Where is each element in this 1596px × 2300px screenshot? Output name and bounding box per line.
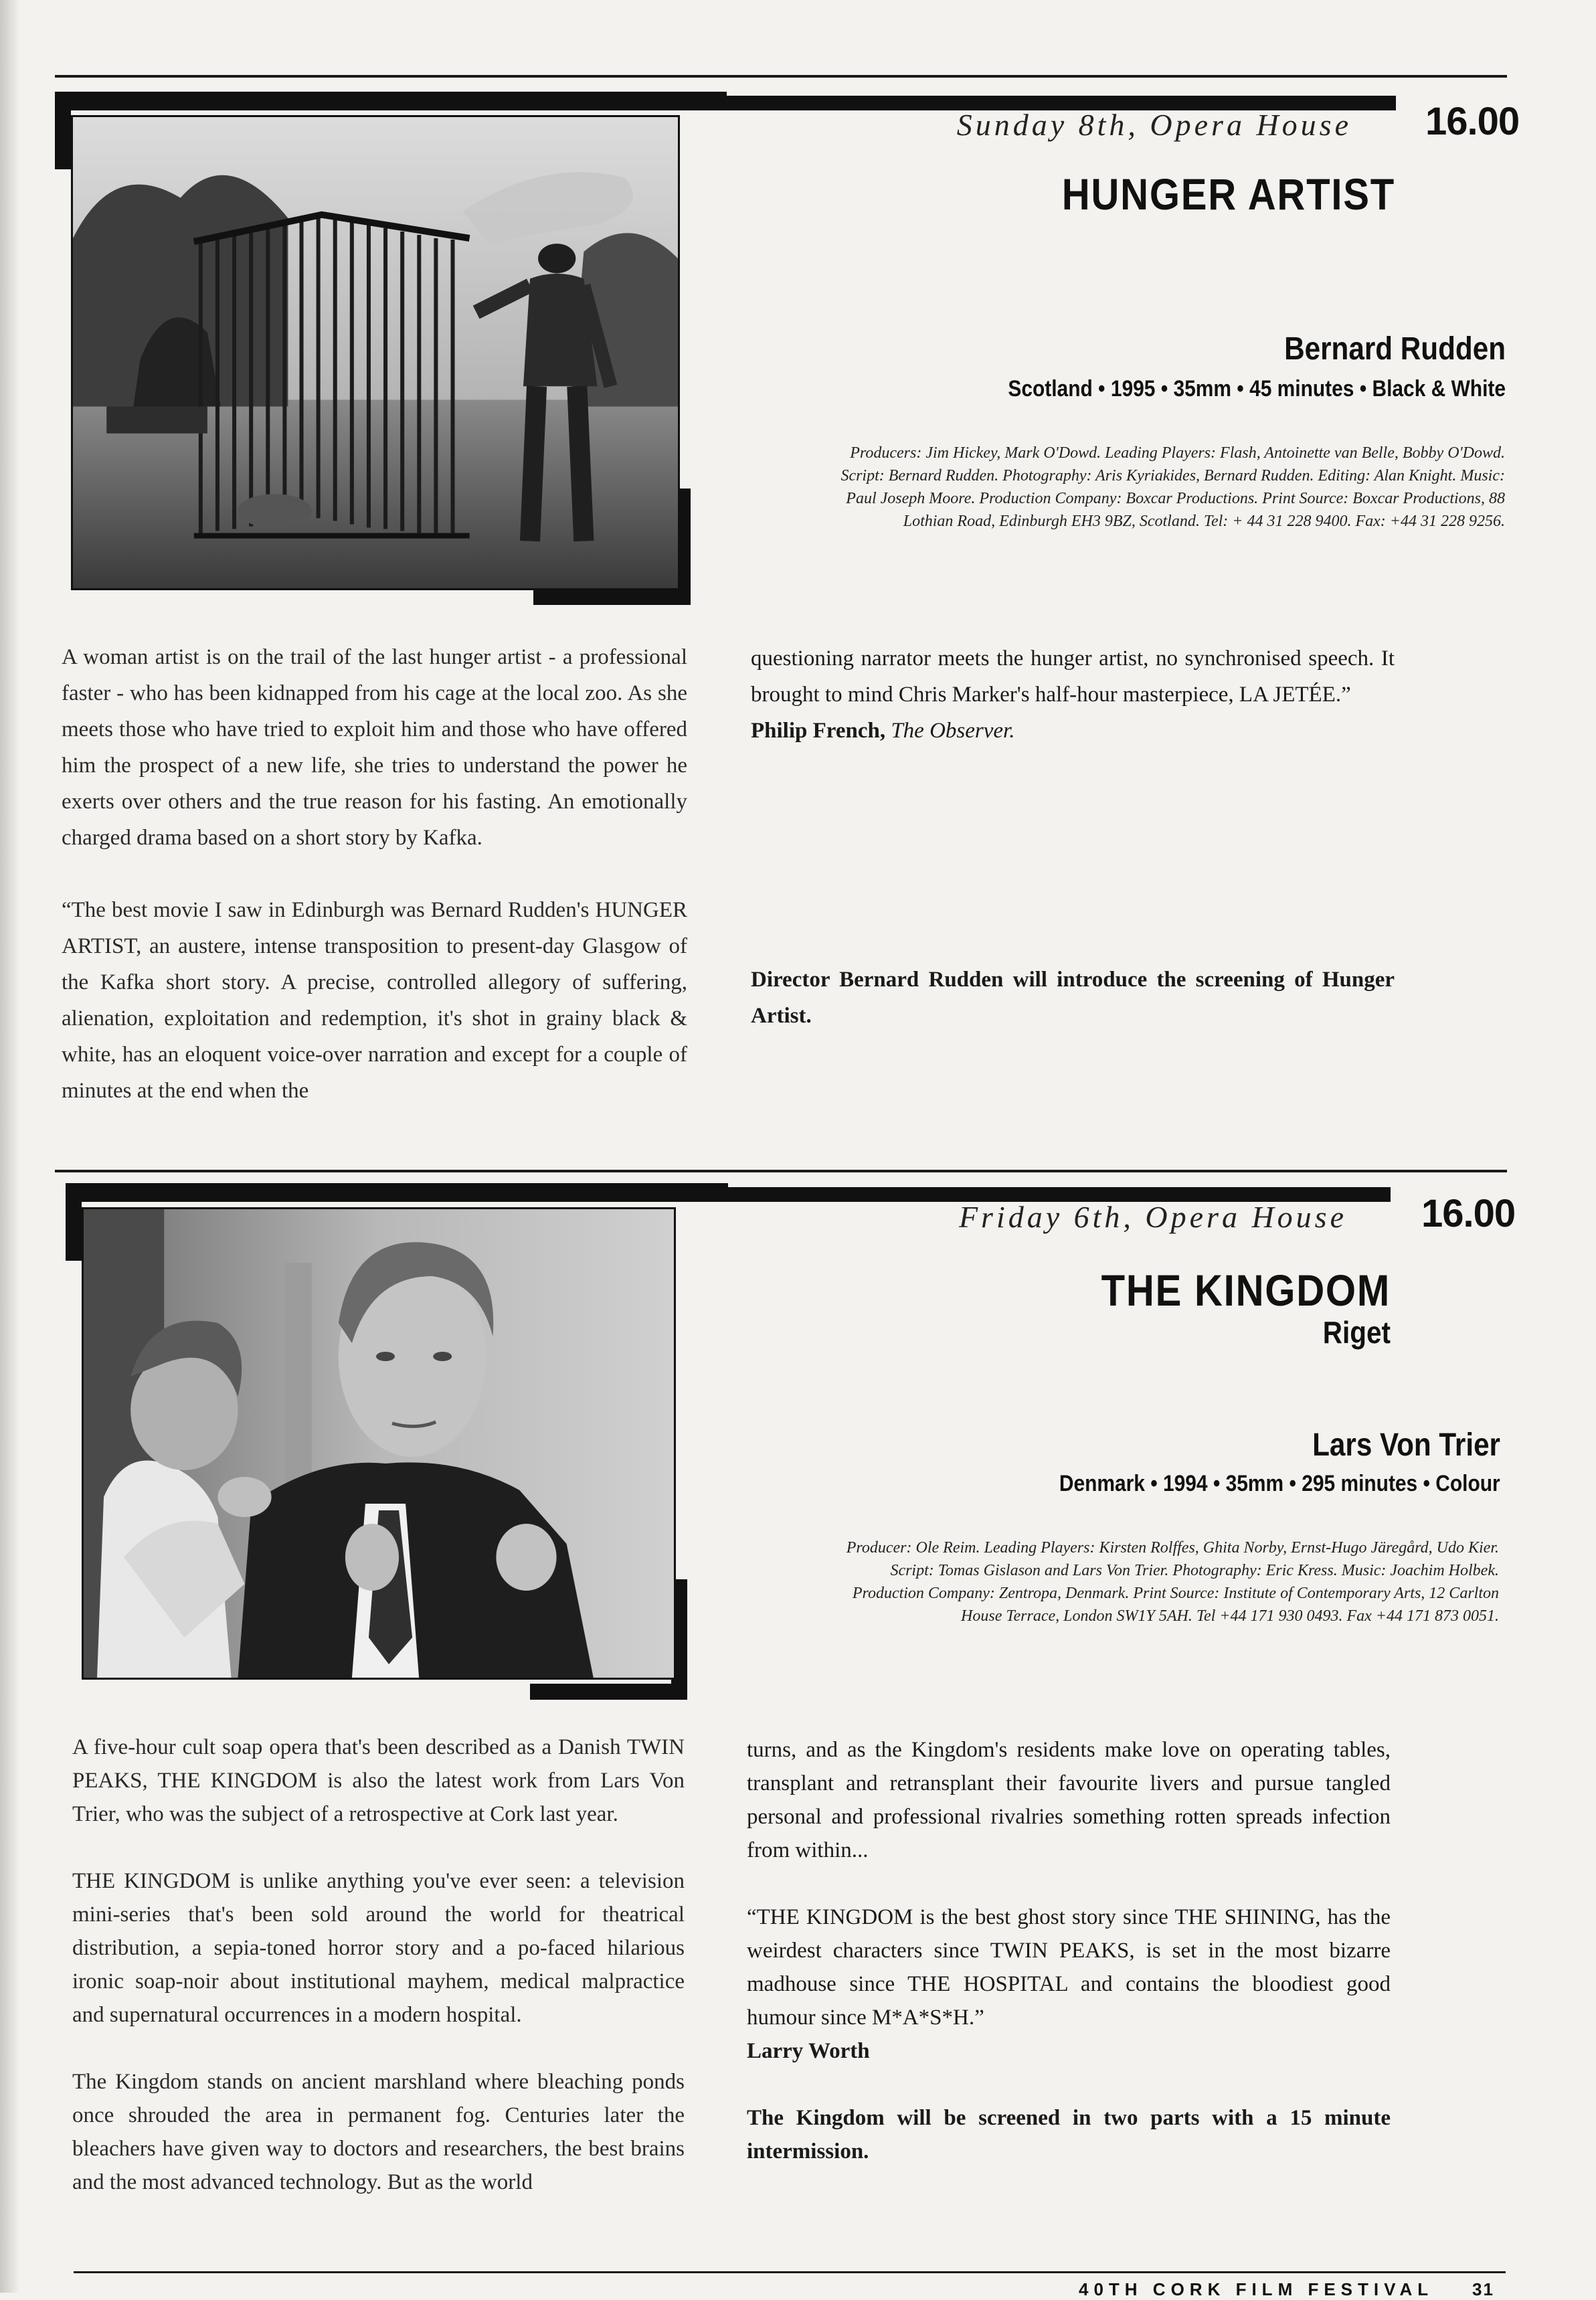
review-continuation: questioning narrator meets the hunger artist, no synchronised speech. It brought to mind Chris Marker's half-hour masterpiece, LA JETÉE.” [751,646,1395,707]
page-number: 31 [1472,2279,1494,2299]
the-kingdom-photo [82,1207,676,1680]
page-edge-shadow [0,0,20,2293]
synopsis-right-column [751,640,1395,1034]
review-paragraph: “The best movie I saw in Edinburgh was Bernard Rudden's HUNGER ARTIST, an austere, intense transposition to present-day Glasgow of the Kafka short story. A precise, controlled allegory of suffering, alienation, exploitation and redemption, it's shot in grainy black & white, has an eloquent voice-over narration and except for a couple of minutes at the end when the [62,898,687,1103]
photo-frame-bar-left [55,92,71,169]
film-director: Lars Von Trier [1312,1427,1500,1463]
film-credits [696,1536,1499,1627]
synopsis-paragraph: The Kingdom stands on ancient marshland where bleaching ponds once shrouded the area in permanent fog. Centuries later the bleachers have given way to doctors and researchers, the best brains and the most advanced technology. But as the world [72,2070,685,2194]
review-quote: “THE KINGDOM is the best ghost story since THE SHINING, has the weirdest characters since TWIN PEAKS, is set in the most bizarre madhouse since THE HOSPITAL and contains the bloodiest good humour since M*A*S*H.” [747,1905,1391,2030]
film-director: Bernard Rudden [1284,331,1506,367]
screening-note: Director Bernard Rudden will introduce the screening of Hunger Artist. [751,968,1395,1028]
synopsis-paragraph: A five-hour cult soap opera that's been described as a Danish TWIN PEAKS, THE KINGDOM is also the latest work from Lars Von Trier, who was the subject of a retrospective at Cork last year. [72,1735,685,1826]
screening-dateline: Friday 6th, Opera House [958,1200,1347,1234]
quote-attribution [751,713,1395,749]
film-credits [702,442,1505,533]
credits-line: Script: Tomas Gislason and Lars Von Trier. Photography: Eric Kress. Music: Joachim Holbek. [890,1562,1499,1579]
credits-line: House Terrace, London SW1Y 5AH. Tel +44 171 930 0493. Fax +44 171 873 0051. [961,1607,1499,1625]
credits-line: Script: Bernard Rudden. Photography: Aris Kyriakides, Bernard Rudden. Editing: Alan Knight. Music: [840,467,1505,484]
film-original-title: Riget [1322,1315,1391,1350]
credits-line: Lothian Road, Edinburgh EH3 9BZ, Scotland. Tel: + 44 31 228 9400. Fax: +44 31 228 9256. [903,513,1505,530]
photo-frame-bar-top [55,92,727,110]
film-meta: Denmark • 1994 • 35mm • 295 minutes • Colour [1059,1471,1500,1496]
synopsis-paragraph: THE KINGDOM is unlike anything you've ever seen: a television mini-series that's been sold around the world for theatrical distribution, a sepia-toned horror story and a po-faced hilarious ironic soap-noir about institutional mayhem, medical malpractice and supernatural occurrences in a modern hospital. [72,1869,685,2027]
synopsis-right-column [747,1733,1391,2168]
photo-frame-bar-top [66,1183,728,1202]
screening-time: 16.00 [1421,1192,1516,1235]
film-meta: Scotland • 1995 • 35mm • 45 minutes • Black & White [1008,376,1506,402]
synopsis-left-column [62,639,687,1109]
credits-line: Producer: Ole Reim. Leading Players: Kirsten Rolffes, Ghita Norby, Ernst-Hugo Järegård, Udo Kier. [846,1539,1499,1557]
credits-line: Production Company: Zentropa, Denmark. Print Source: Institute of Contemporary Arts, 12 Carlton [852,1585,1499,1602]
synopsis-left-column [72,1731,685,2199]
synopsis-paragraph: A woman artist is on the trail of the last hunger artist - a professional faster - who has been kidnapped from his cage at the local zoo. As she meets those who have tried to exploit him and those who have offered him the prospect of a new life, she tries to understand the power he exerts over others and the true reason for his fasting. An emotionally charged drama based on a short story by Kafka. [62,645,687,850]
section-rule [55,1170,1507,1172]
screening-time: 16.00 [1425,100,1520,143]
photo-frame-bar-bottom [530,1684,687,1700]
festival-name: 40TH CORK FILM FESTIVAL [1079,2279,1434,2299]
quote-author: Philip French, [751,719,886,743]
screening-dateline: Sunday 8th, Opera House [956,108,1352,142]
credits-line: Paul Joseph Moore. Production Company: Boxcar Productions. Print Source: Boxcar Productions, 88 [846,490,1505,507]
quote-author: Larry Worth [747,2039,870,2063]
film-title: HUNGER ARTIST [1061,169,1395,219]
credits-line: Producers: Jim Hickey, Mark O'Dowd. Leading Players: Flash, Antoinette van Belle, Bobby O'Dowd. [850,444,1505,462]
top-rule [55,75,1507,78]
synopsis-continuation: turns, and as the Kingdom's residents make love on operating tables, transplant and retransplant their favourite livers and pursue tangled personal and professional rivalries something rotten spreads infection from within... [747,1738,1391,1862]
hunger-artist-photo [71,115,680,590]
photo-frame-bar-bottom [533,589,691,605]
quote-source: The Observer. [891,719,1015,743]
film-title: THE KINGDOM [1101,1265,1391,1315]
screening-note: The Kingdom will be screened in two parts with a 15 minute intermission. [747,2106,1391,2163]
footer-rule [74,2271,1506,2273]
photo-frame-bar-left [66,1183,82,1261]
